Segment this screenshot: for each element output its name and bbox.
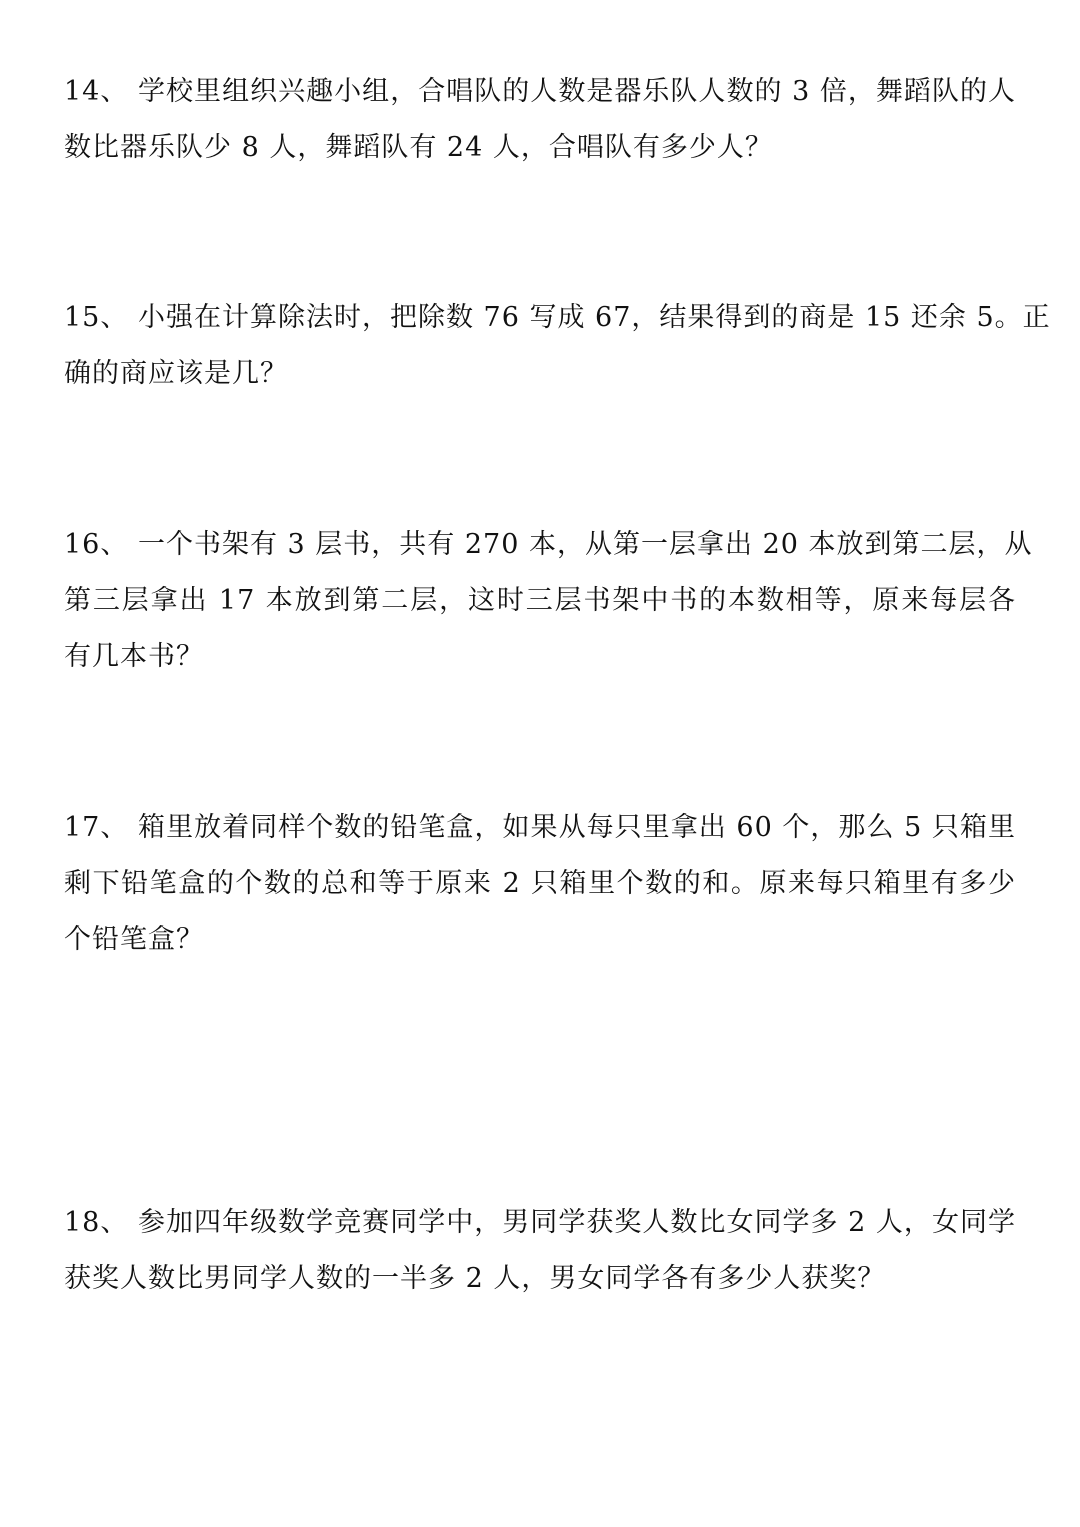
- question-line: 16、 一个书架有 3 层书，共有 270 本，从第一层拿出 20 本放到第二层，从: [64, 529, 1033, 560]
- question-17: [64, 800, 1016, 968]
- question-16: [64, 517, 1033, 685]
- question-line: 17、 箱里放着同样个数的铅笔盒，如果从每只里拿出 60 个，那么 5 只箱里: [64, 812, 1016, 843]
- question-line: 获奖人数比男同学人数的一半多 2 人，男女同学各有多少人获奖？: [64, 1263, 886, 1294]
- question-14: [64, 64, 1016, 176]
- question-line: 剩下铅笔盒的个数的总和等于原来 2 只箱里个数的和。原来每只箱里有多少: [64, 868, 1016, 899]
- question-line: 有几本书？: [64, 641, 204, 672]
- question-line: 数比器乐队少 8 人，舞蹈队有 24 人，合唱队有多少人？: [64, 132, 773, 163]
- question-line: 18、 参加四年级数学竞赛同学中，男同学获奖人数比女同学多 2 人，女同学: [64, 1207, 1016, 1238]
- question-line: 确的商应该是几？: [64, 358, 288, 389]
- question-line: 14、 学校里组织兴趣小组，合唱队的人数是器乐队人数的 3 倍，舞蹈队的人: [64, 76, 1016, 107]
- question-line: 15、 小强在计算除法时，把除数 76 写成 67，结果得到的商是 15 还余 5。正: [64, 302, 1051, 333]
- question-18: [64, 1195, 1016, 1307]
- question-line: 第三层拿出 17 本放到第二层，这时三层书架中书的本数相等，原来每层各: [64, 585, 1016, 616]
- question-15: [64, 290, 1051, 402]
- question-line: 个铅笔盒？: [64, 924, 204, 955]
